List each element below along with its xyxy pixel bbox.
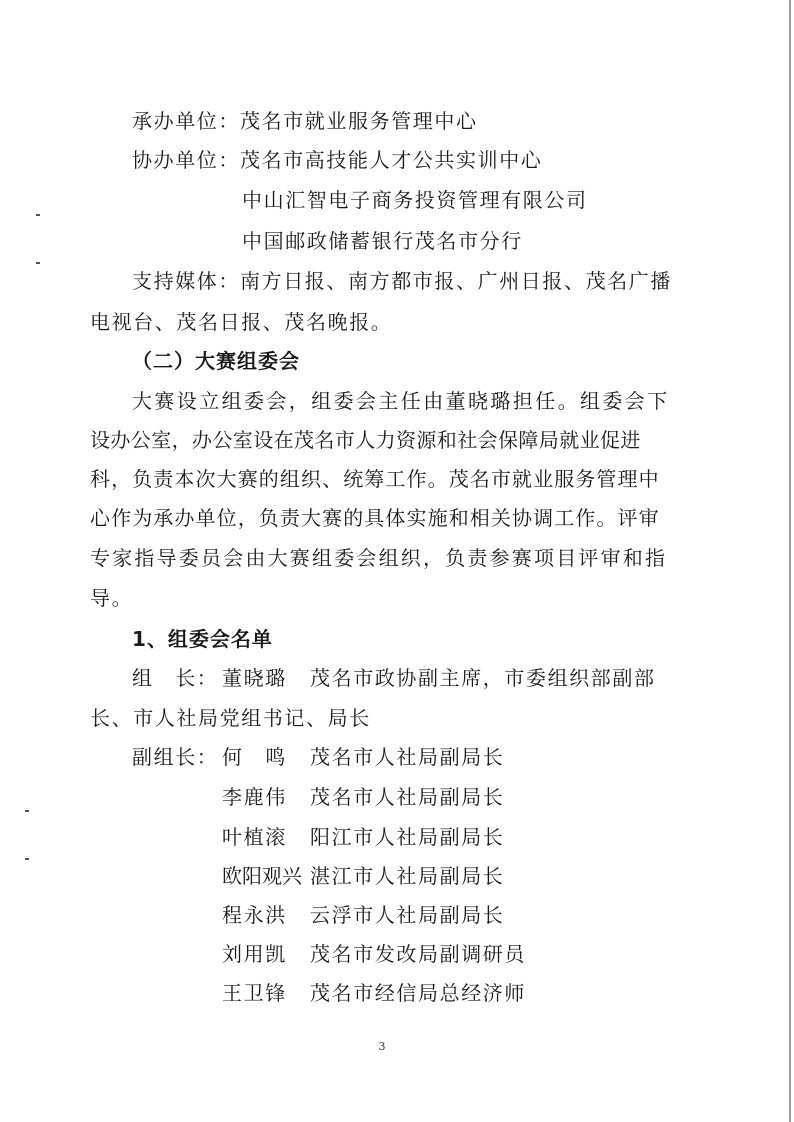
leader-title-continued bbox=[90, 705, 371, 731]
scan-mark bbox=[36, 214, 40, 216]
media-label: 支持媒体： bbox=[132, 269, 240, 293]
deputy-row bbox=[222, 902, 504, 928]
scan-mark bbox=[25, 858, 29, 860]
deputy-name: 李鹿伟 bbox=[222, 785, 287, 809]
deputy-title: 茂名市人社局副局长 bbox=[310, 745, 505, 769]
deputy-row bbox=[132, 744, 504, 770]
media-value: 电视台、茂名日报、茂名晚报。 bbox=[90, 310, 393, 334]
leader-name: 董晓璐 bbox=[222, 666, 287, 690]
co-organizer-value: 中山汇智电子商务投资管理有限公司 bbox=[242, 188, 588, 212]
co-organizer-label: 协办单位： bbox=[132, 148, 240, 172]
deputy-title: 云浮市人社局副局长 bbox=[310, 903, 505, 927]
page-number: 3 bbox=[378, 1040, 386, 1053]
host-unit-line bbox=[132, 108, 478, 134]
deputy-title: 阳江市人社局副局长 bbox=[310, 825, 505, 849]
deputy-row bbox=[222, 784, 504, 810]
leader-title: 长、市人社局党组书记、局长 bbox=[90, 706, 371, 730]
leader-title: 茂名市政协副主席，市委组织部副部 bbox=[310, 666, 656, 690]
co-organizer-value: 茂名市高技能人才公共实训中心 bbox=[240, 148, 543, 172]
co-organizer-line bbox=[132, 147, 542, 173]
paragraph-line: 科，负责本次大赛的组织、统筹工作。茂名市就业服务管理中 bbox=[90, 467, 660, 491]
deputy-title: 茂名市发改局副调研员 bbox=[310, 942, 526, 966]
media-line-continued bbox=[90, 309, 392, 335]
host-unit-label: 承办单位： bbox=[132, 109, 240, 133]
deputy-title: 茂名市经信局总经济师 bbox=[310, 981, 526, 1005]
scan-mark bbox=[25, 810, 29, 812]
deputy-row bbox=[222, 980, 526, 1006]
leader-label: 组 长： bbox=[132, 666, 219, 690]
deputy-row bbox=[222, 941, 526, 967]
paragraph-line: 大赛设立组委会，组委会主任由董晓璐担任。组委会下 bbox=[132, 389, 670, 413]
paragraph-line: 心作为承办单位，负责大赛的具体实施和相关协调工作。评审 bbox=[90, 506, 660, 530]
deputy-title: 茂名市人社局副局长 bbox=[310, 785, 505, 809]
host-unit-value: 茂名市就业服务管理中心 bbox=[240, 109, 478, 133]
deputy-label: 副组长： bbox=[132, 745, 219, 769]
deputy-name: 刘用凯 bbox=[222, 942, 287, 966]
scan-mark bbox=[36, 262, 40, 264]
co-organizer-line bbox=[242, 187, 588, 213]
section-heading: （二）大赛组委会 bbox=[132, 349, 300, 373]
deputy-name: 何 鸣 bbox=[222, 745, 287, 769]
leader-line bbox=[132, 665, 656, 691]
co-organizer-line bbox=[242, 228, 523, 254]
deputy-name: 欧阳观兴 bbox=[222, 864, 302, 888]
deputy-row bbox=[222, 863, 504, 889]
deputy-title: 湛江市人社局副局长 bbox=[310, 864, 505, 888]
media-value: 南方日报、南方都市报、广州日报、茂名广播 bbox=[240, 269, 672, 293]
member-list-heading: 1、组委会名单 bbox=[132, 627, 273, 651]
deputy-name: 叶植滚 bbox=[222, 825, 287, 849]
media-line bbox=[132, 268, 672, 294]
deputy-name: 王卫锋 bbox=[222, 981, 287, 1005]
co-organizer-value: 中国邮政储蓄银行茂名市分行 bbox=[242, 229, 523, 253]
deputy-row bbox=[222, 824, 504, 850]
paragraph-line: 专家指导委员会由大赛组委会组织，负责参赛项目评审和指 bbox=[90, 546, 668, 570]
paragraph-line: 导。 bbox=[90, 586, 134, 610]
scan-edge-line bbox=[789, 0, 791, 1122]
paragraph-line: 设办公室，办公室设在茂名市人力资源和社会保障局就业促进 bbox=[90, 428, 641, 452]
deputy-name: 程永洪 bbox=[222, 903, 287, 927]
